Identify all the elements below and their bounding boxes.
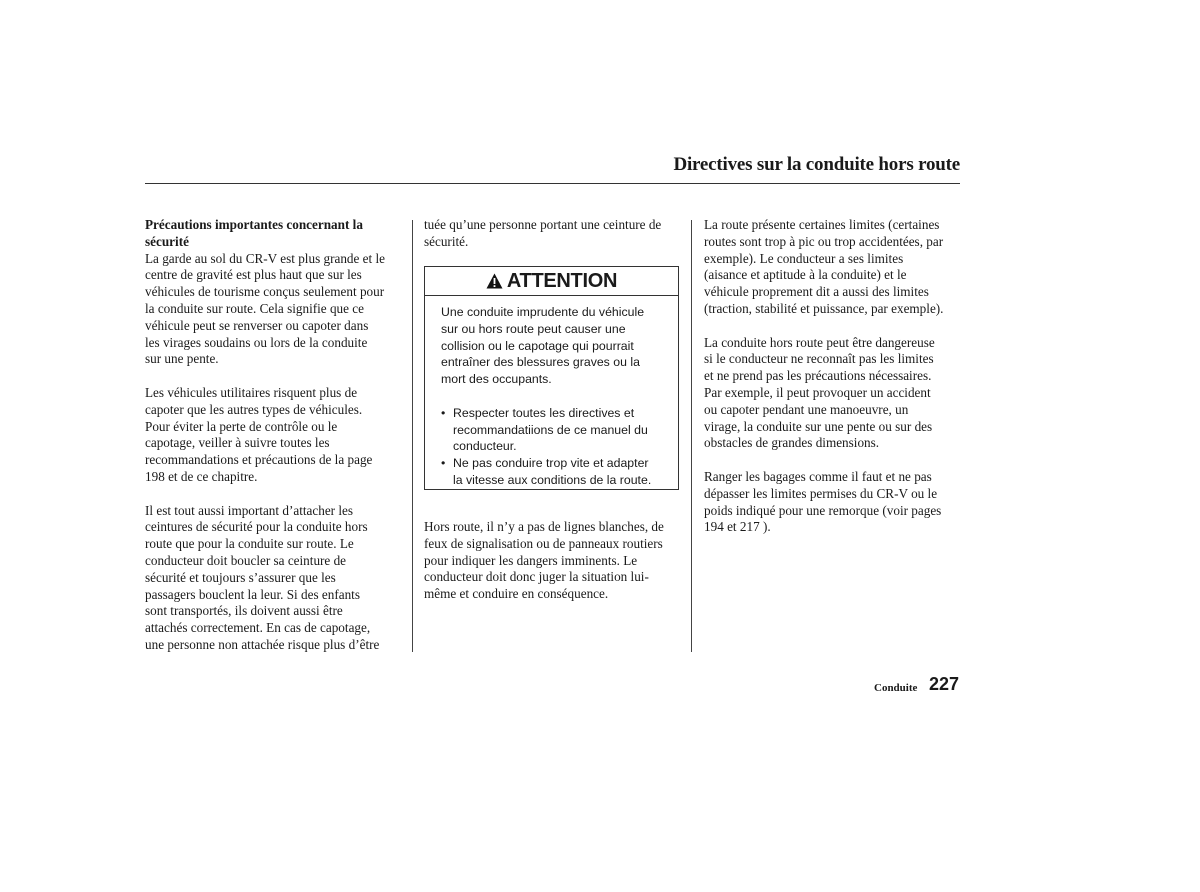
text-line: feux de signalisation ou de panneaux routiers: [424, 535, 663, 551]
paragraph: [704, 335, 966, 453]
text-line: une personne non attachée risque plus d’être: [145, 636, 380, 652]
text-line: les virages soudains ou lors de la conduite: [145, 334, 368, 350]
text-line: conducteur.: [453, 439, 517, 454]
list-item-text: [453, 405, 648, 455]
column-2-lower: [424, 519, 686, 603]
text-line: (aisance et aptitude à la conduite) et le: [704, 267, 907, 283]
warning-title: ATTENTION: [506, 269, 618, 292]
text-line: tuée qu’une personne portant une ceinture de: [424, 217, 662, 232]
text-line: recommandations et précautions de la page: [145, 452, 373, 468]
paragraph: [145, 503, 407, 654]
text-line: sur ou hors route peut causer une: [441, 321, 626, 336]
text-line: et ne prend pas les précautions nécessaires.: [704, 368, 932, 384]
text-line: Ranger les bagages comme il faut et ne pas: [704, 468, 932, 484]
text-line: Les véhicules utilitaires risquent plus de: [145, 384, 358, 400]
text-line: obstacles de grandes dimensions.: [704, 435, 880, 451]
text-line: centre de gravité est plus haut que sur les: [145, 267, 362, 283]
text-line: collision ou le capotage qui pourrait: [441, 338, 634, 353]
warning-header: [425, 267, 678, 296]
bullet-icon: •: [441, 456, 446, 471]
column-divider: [691, 220, 692, 652]
list-item-text: [453, 455, 651, 489]
list-item: [441, 455, 670, 489]
text-line: la vitesse aux conditions de la route.: [453, 472, 652, 487]
text-line: poids indiqué pour une remorque (voir pages: [704, 502, 942, 518]
paragraph: [424, 217, 686, 251]
text-line: sécurité et toujours s’assurer que les: [145, 569, 336, 585]
paragraph: [424, 519, 686, 603]
text-line: Respecter toutes les directives et: [453, 405, 635, 420]
footer-section-label: Conduite: [874, 682, 918, 694]
text-line: (traction, stabilité et puissance, par exemple).: [704, 300, 944, 316]
text-line: La garde au sol du CR-V est plus grande et le: [145, 250, 386, 266]
text-line: pour indiquer les dangers imminents. Le: [424, 552, 638, 568]
text-line: exemple). Le conducteur a ses limites: [704, 250, 904, 266]
page-reference-line: 198 et de ce chapitre.: [145, 468, 258, 484]
text-line: passagers bouclent la leur. Si des enfants: [145, 586, 360, 602]
text-line: même et conduire en conséquence.: [424, 586, 609, 602]
text-line: véhicule proprement dit a aussi des limites: [704, 284, 929, 300]
title-rule: [145, 183, 960, 184]
text-line: Il est tout aussi important d’attacher les: [145, 502, 354, 518]
page-number: 227: [929, 674, 960, 694]
text-line: véhicules de tourisme conçus seulement pour: [145, 284, 385, 300]
text-line: routes sont trop à pic ou trop accidentées, par: [704, 233, 944, 249]
text-line: La conduite hors route peut être dangereuse: [704, 334, 935, 350]
column-3: [704, 217, 966, 536]
text-line: conducteur doit donc juger la situation lui-: [424, 569, 649, 585]
text-line: virage, la conduite sur une pente ou sur des: [704, 418, 933, 434]
heading-line: Précautions importantes concernant la: [145, 217, 363, 232]
text-line: la conduite sur route. Cela signifie que ce: [145, 300, 364, 316]
text-line: attachés correctement. En cas de capotage,: [145, 620, 371, 636]
warning-box: [424, 266, 679, 490]
text-line: capotage, veiller à suivre toutes les: [145, 435, 330, 451]
text-line: sécurité.: [424, 233, 469, 249]
column-1: [145, 217, 407, 654]
heading-line: sécurité: [145, 233, 189, 249]
warning-triangle-icon: [486, 273, 503, 289]
text-line: Pour éviter la perte de contrôle ou le: [145, 418, 338, 434]
text-line: entraîner des blessures graves ou la: [441, 355, 640, 370]
text-line: Une conduite imprudente du véhicule: [441, 305, 645, 319]
text-line: La route présente certaines limites (certaines: [704, 217, 940, 232]
bullet-icon: •: [441, 405, 446, 420]
warning-bullet-list: [441, 405, 670, 489]
column-2: [424, 217, 686, 251]
text-line: véhicule peut se renverser ou capoter dans: [145, 317, 369, 333]
paragraph: [704, 217, 966, 318]
page-title: Directives sur la conduite hors route: [673, 154, 960, 175]
text-line: ou capoter pendant une manoeuvre, un: [704, 401, 909, 417]
text-line: Ne pas conduire trop vite et adapter: [453, 456, 649, 471]
text-line: route que pour la conduite sur route. Le: [145, 536, 354, 552]
paragraph: [704, 469, 966, 536]
text-line: mort des occupants.: [441, 372, 552, 387]
paragraph: [145, 385, 407, 486]
text-line: si le conducteur ne reconnaît pas les limites: [704, 351, 934, 367]
text-line: sur une pente.: [145, 351, 219, 367]
text-line: recommandatiions de ce manuel du: [453, 422, 648, 437]
text-line: sont transportés, ils doivent aussi être: [145, 603, 343, 619]
warning-body: [425, 296, 678, 489]
section-heading: [145, 217, 407, 251]
text-line: Par exemple, il peut provoquer un accident: [704, 384, 931, 400]
column-divider: [412, 220, 413, 652]
paragraph: [145, 251, 407, 369]
page-reference-line: 194 et 217 ).: [704, 519, 771, 535]
text-line: Hors route, il n’y a pas de lignes blanches, de: [424, 519, 664, 534]
text-line: capoter que les autres types de véhicules.: [145, 401, 363, 417]
list-item: [441, 405, 670, 455]
text-line: dépasser les limites permises du CR-V ou le: [704, 485, 938, 501]
text-line: ceintures de sécurité pour la conduite hors: [145, 519, 368, 535]
text-line: conducteur doit boucler sa ceinture de: [145, 552, 347, 568]
warning-text: [441, 304, 670, 388]
